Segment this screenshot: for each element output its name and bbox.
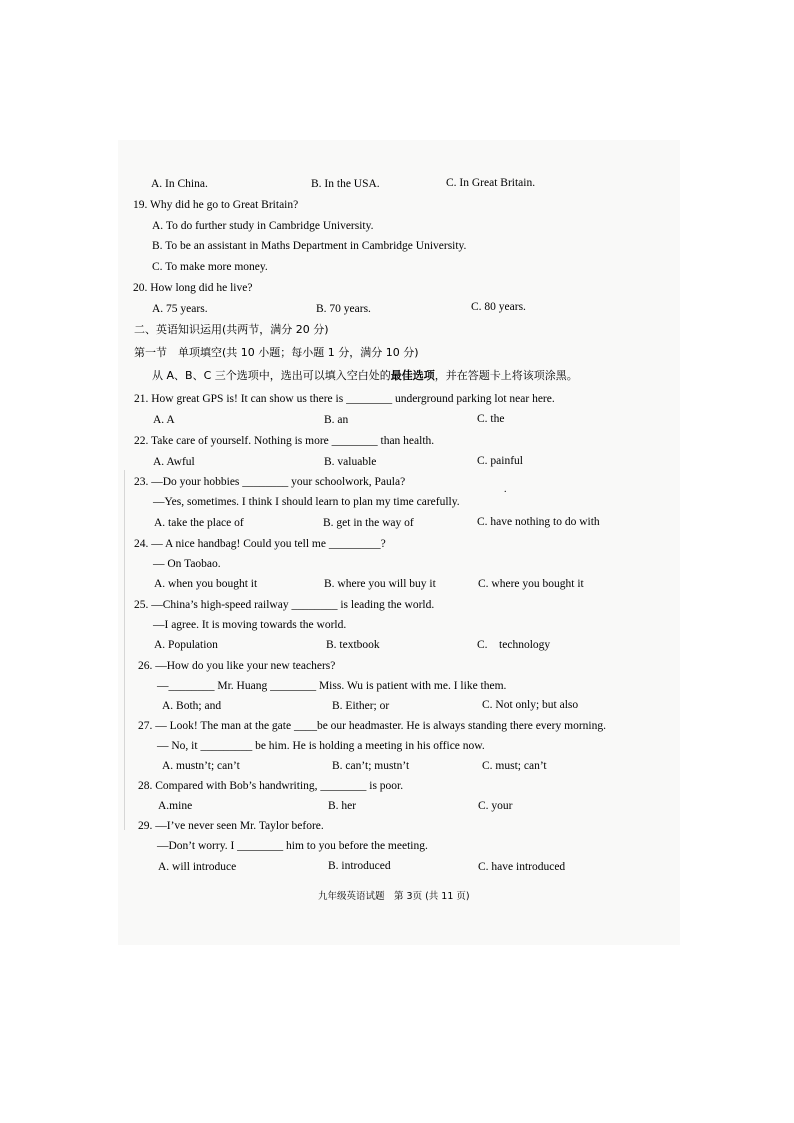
q22-stem: 22. Take care of yourself. Nothing is more ________ than health.	[134, 435, 435, 447]
q27-line-1: 27. — Look! The man at the gate ____be our headmaster. He is always standing there every morning.	[138, 720, 606, 732]
q24-line-1: 24. — A nice handbag! Could you tell me _________?	[134, 538, 386, 550]
q18-option-c: C. In Great Britain.	[446, 177, 536, 189]
page-footer: 九年级英语试题 第 3页 (共 11 页)	[318, 891, 470, 902]
q26-line-1: 26. —How do you like your new teachers?	[138, 660, 336, 672]
instructions-emphasis: 最佳选项	[390, 369, 435, 382]
q21-stem: 21. How great GPS is! It can show us there is ________ underground parking lot near here.	[134, 393, 555, 405]
q20-option-a: A. 75 years.	[152, 303, 208, 315]
q20-option-b: B. 70 years.	[316, 303, 371, 315]
q29-line-1: 29. —I’ve never seen Mr. Taylor before.	[138, 820, 324, 832]
q20-stem: 20. How long did he live?	[133, 282, 253, 294]
q27-option-c: C. must; can’t	[482, 760, 547, 772]
q19-stem: 19. Why did he go to Great Britain?	[133, 199, 299, 211]
instructions-text: 从 A、B、C 三个选项中，选出可以填入空白处的	[152, 369, 391, 382]
q28-option-a: A.mine	[158, 800, 193, 812]
q26-option-a: A. Both; and	[162, 700, 222, 712]
q24-option-b: B. where you will buy it	[324, 578, 436, 590]
q19-option-b: B. To be an assistant in Maths Department in Cambridge University.	[152, 240, 467, 252]
q21-option-c: C. the	[477, 413, 505, 425]
instructions	[152, 369, 578, 383]
q26-option-b: B. Either; or	[332, 700, 390, 712]
q18-option-b: B. In the USA.	[311, 178, 380, 190]
q27-line-2: — No, it _________ be him. He is holding a meeting in his office now.	[157, 740, 485, 752]
page-edge-line	[124, 470, 125, 830]
q24-option-a: A. when you bought it	[154, 578, 258, 590]
q18-option-a: A. In China.	[151, 178, 208, 190]
q19-option-c: C. To make more money.	[152, 261, 268, 273]
q22-option-a: A. Awful	[153, 456, 195, 468]
q29-option-a: A. will introduce	[158, 861, 237, 873]
q20-option-c: C. 80 years.	[471, 301, 526, 313]
q21-option-a: A. A	[153, 414, 175, 426]
q25-line-2: —I agree. It is moving towards the world.	[153, 619, 347, 631]
q22-option-c: C. painful	[477, 455, 523, 467]
q25-option-a: A. Population	[154, 639, 218, 651]
q25-option-b: B. textbook	[326, 639, 380, 651]
q23-option-b: B. get in the way of	[323, 517, 414, 529]
q23-option-a: A. take the place of	[154, 517, 244, 529]
instructions-text-end: ，并在答题卡上将该项涂黑。	[434, 369, 578, 382]
q29-line-2: —Don’t worry. I ________ him to you before the meeting.	[157, 840, 428, 852]
q25-option-c: C. technology	[477, 639, 551, 651]
q28-option-b: B. her	[328, 800, 357, 812]
q27-option-a: A. mustn’t; can’t	[162, 760, 240, 772]
stray-mark: .	[504, 484, 507, 495]
q26-line-2: —________ Mr. Huang ________ Miss. Wu is patient with me. I like them.	[157, 680, 507, 692]
q23-option-c: C. have nothing to do with	[477, 516, 600, 528]
q23-line-1: 23. —Do your hobbies ________ your schoolwork, Paula?	[134, 476, 406, 488]
q27-option-b: B. can’t; mustn’t	[332, 760, 410, 772]
q21-option-b: B. an	[324, 414, 349, 426]
q29-option-c: C. have introduced	[478, 861, 566, 873]
q26-option-c: C. Not only; but also	[482, 699, 579, 711]
q28-option-c: C. your	[478, 800, 513, 812]
q28-stem: 28. Compared with Bob’s handwriting, ________ is poor.	[138, 780, 404, 792]
q22-option-b: B. valuable	[324, 456, 377, 468]
q24-line-2: — On Taobao.	[153, 558, 221, 570]
q23-line-2: —Yes, sometimes. I think I should learn to plan my time carefully.	[153, 496, 460, 508]
q24-option-c: C. where you bought it	[478, 578, 584, 590]
q25-line-1: 25. —China’s high-speed railway ________ is leading the world.	[134, 599, 435, 611]
q19-option-a: A. To do further study in Cambridge University.	[152, 220, 374, 232]
q29-option-b: B. introduced	[328, 860, 391, 872]
section-heading: 二、英语知识运用(共两节，满分 20 分)	[134, 323, 329, 336]
part-heading: 第一节 单项填空(共 10 小题；每小题 1 分，满分 10 分)	[134, 346, 419, 359]
